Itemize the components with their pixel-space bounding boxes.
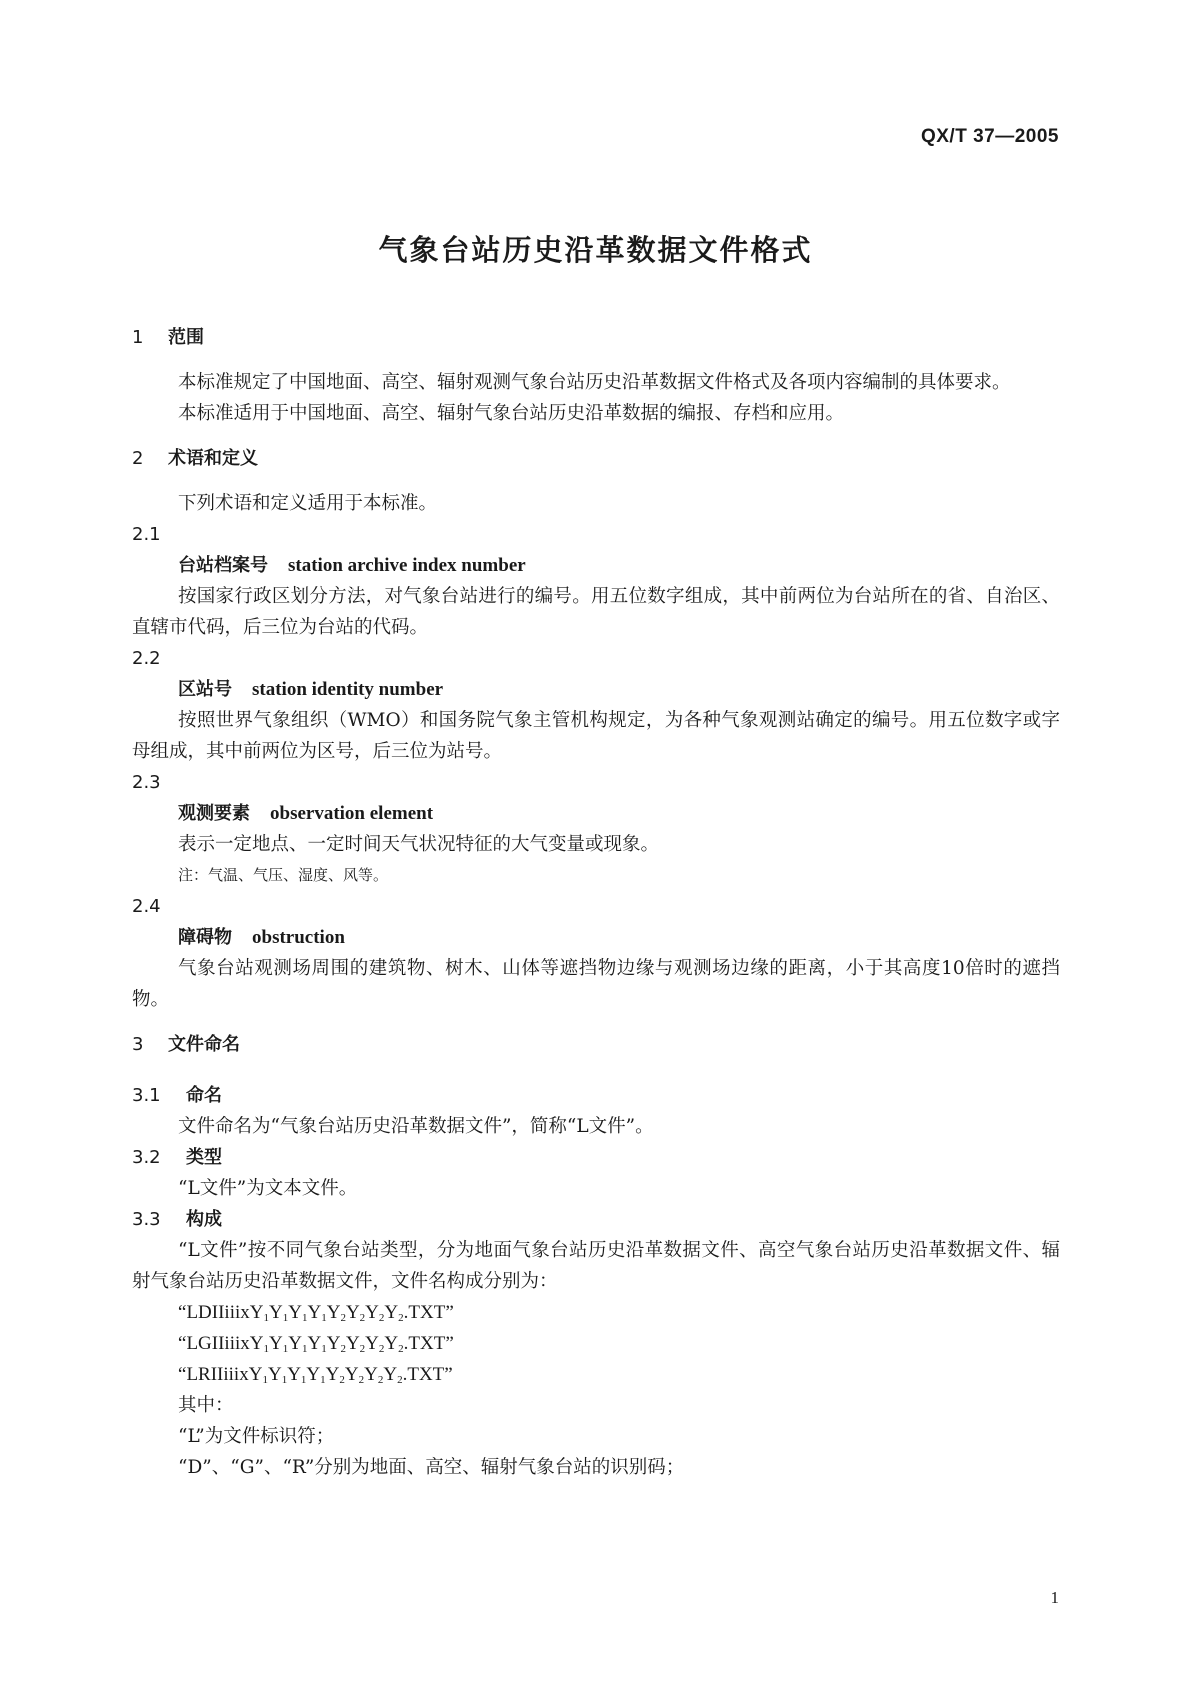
clause-number: 2.2 [132,648,161,669]
subsection-number: 3.1 [132,1085,161,1106]
term-heading [132,550,1060,581]
subsection-title: 构成 [186,1209,222,1230]
term-en: obstruction [252,927,345,948]
section-title: 文件命名 [168,1034,240,1055]
term-zh: 障碍物 [178,927,232,948]
term-heading [132,798,1060,829]
term-en: station archive index number [288,555,526,576]
filename-pattern-surface: “$LDIIiiixY_1Y_1Y_1Y_1Y_2Y_2Y_2Y_2.TXT$” [178,1302,454,1324]
clause-number: 2.1 [132,524,161,545]
subsection-number: 3.3 [132,1209,161,1230]
paragraph: 本标准规定了中国地面、高空、辐射观测气象台站历史沿革数据文件格式及各项内容编制的具体要求。 [178,372,1011,393]
term-heading [132,674,1060,705]
subsection-heading [132,1080,1060,1111]
term-zh: 观测要素 [178,803,250,824]
term-definition: 表示一定地点、一定时间天气状况特征的大气变量或现象。 [178,834,660,855]
term-definition: 气象台站观测场周围的建筑物、树木、山体等遮挡物边缘与观测场边缘的距离，小于其高度10倍时的遮挡物。 [132,958,1060,1010]
filename-pattern-radiation: “$LRIIiiixY_1Y_1Y_1Y_1Y_2Y_2Y_2Y_2.TXT$” [178,1364,453,1386]
term-heading [132,922,1060,953]
note: 注：气温、气压、湿度、风等。 [178,866,389,884]
paragraph: “L文件”按不同气象台站类型，分为地面气象台站历史沿革数据文件、高空气象台站历史沿革数据文件、辐射气象台站历史沿革数据文件，文件名构成分别为： [132,1240,1060,1292]
clause-number: 2.3 [132,772,161,793]
subsection-heading [132,1204,1060,1235]
term-zh: 区站号 [178,679,232,700]
section-number: 2 [132,448,144,469]
clause-number: 2.4 [132,896,161,917]
section-title: 术语和定义 [168,448,258,469]
term-definition: 按国家行政区划分方法，对气象台站进行的编号。用五位数字组成，其中前两位为台站所在的省、自治区、直辖市代码，后三位为台站的代码。 [132,586,1060,638]
list-item: “D”、“G”、“R”分别为地面、高空、辐射气象台站的识别码； [178,1457,685,1478]
subsection-number: 3.2 [132,1147,161,1168]
paragraph: 下列术语和定义适用于本标准。 [178,493,438,514]
subsection-title: 命名 [186,1085,222,1106]
section-2-heading [132,443,1060,474]
section-1-heading [132,322,1060,353]
section-3-heading [132,1029,1060,1060]
filename-pattern-upper-air: “$LGIIiiixY_1Y_1Y_1Y_1Y_2Y_2Y_2Y_2.TXT$” [178,1333,454,1355]
subsection-heading [132,1142,1060,1173]
paragraph: 文件命名为“气象台站历史沿革数据文件”，简称“L文件”。 [178,1116,654,1137]
page-number: 1 [1050,1588,1059,1607]
term-definition: 按照世界气象组织（WMO）和国务院气象主管机构规定，为各种气象观测站确定的编号。用五位数字或字母组成，其中前两位为区号，后三位为站号。 [132,710,1060,762]
paragraph: 其中： [178,1395,234,1416]
section-title: 范围 [168,327,204,348]
doc-code: QX/T 37—2005 [920,126,1059,147]
term-en: station identity number [252,679,444,700]
doc-title: 气象台站历史沿革数据文件格式 [378,233,813,267]
list-item: “L”为文件标识符； [178,1426,335,1447]
subsection-title: 类型 [186,1147,222,1168]
term-en: observation element [270,803,434,824]
paragraph: “L文件”为文本文件。 [178,1178,358,1199]
paragraph: 本标准适用于中国地面、高空、辐射气象台站历史沿革数据的编报、存档和应用。 [178,403,845,424]
section-number: 3 [132,1034,144,1055]
term-zh: 台站档案号 [178,555,268,576]
section-number: 1 [132,327,144,348]
document-body [132,322,1060,1483]
